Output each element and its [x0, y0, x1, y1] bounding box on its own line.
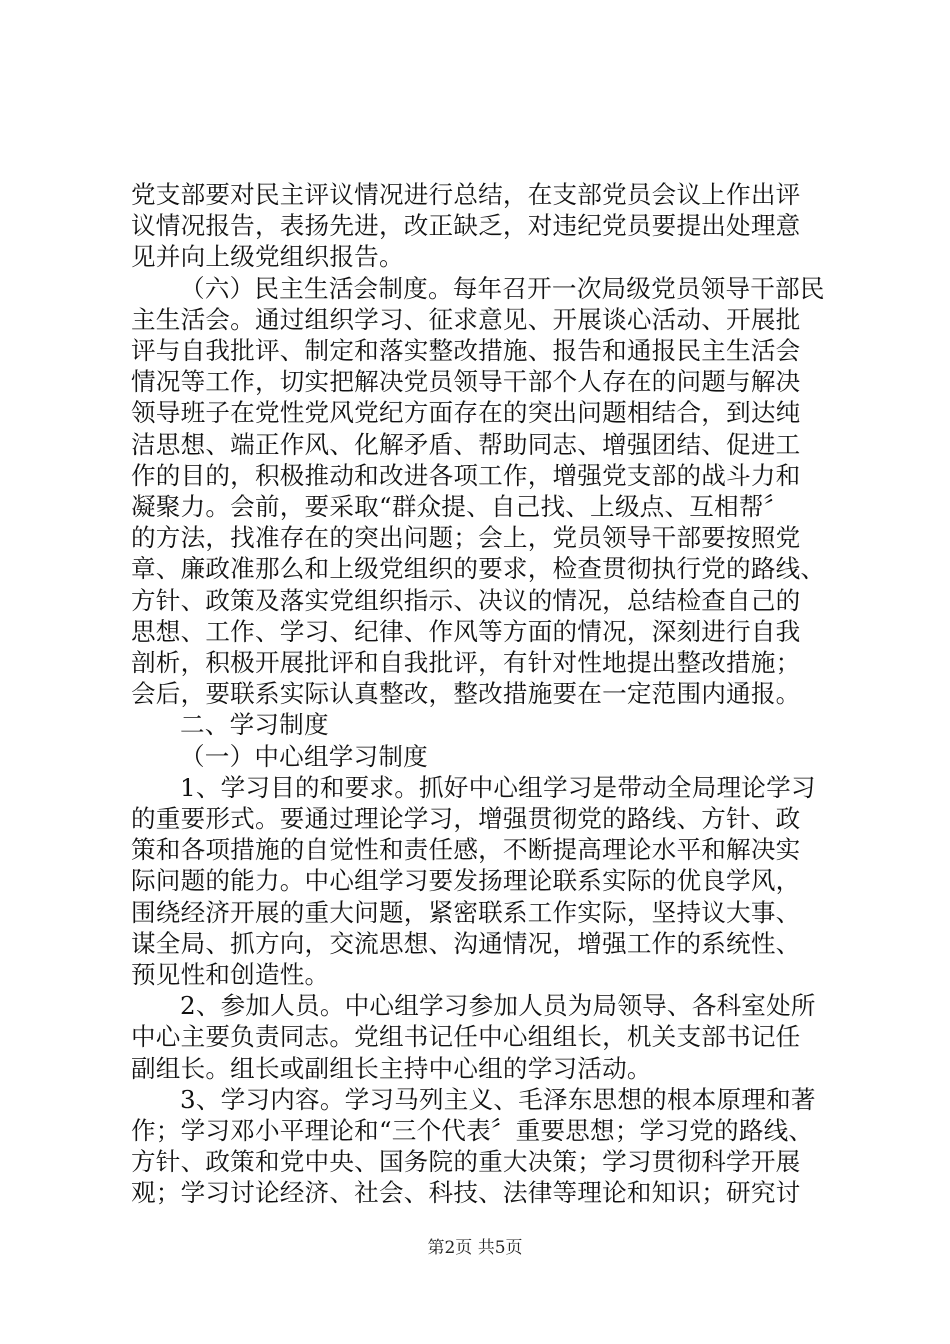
- text-line: 策和各项措施的自觉性和责任感，不断提高理论水平和解决实: [131, 835, 801, 865]
- text-line: 的重要形式。要通过理论学习，增强贯彻党的路线、方针、政: [131, 804, 801, 833]
- text-line: 方针、政策及落实党组织指示、决议的情况，总结检查自己的: [131, 585, 801, 615]
- text-line: 2、参加人员。中心组学习参加人员为局领导、各科室处所: [180, 991, 816, 1021]
- text-line: 方针、政策和党中央、国务院的重大决策；学习贯彻科学开展: [131, 1147, 801, 1177]
- text-line: 评与自我批评、制定和落实整改措施、报告和通报民主生活会: [131, 336, 801, 365]
- text-line: 的方法，找准存在的突出问题；会上，党员领导干部要按照党: [131, 523, 801, 553]
- text-line: 议情况报告，表扬先进，改正缺乏，对违纪党员要提出处理意: [131, 211, 801, 241]
- text-line: 副组长。组长或副组长主持中心组的学习活动。: [131, 1053, 652, 1083]
- text-line: 作的目的，积极推动和改进各项工作，增强党支部的战斗力和: [131, 460, 801, 490]
- text-line: 党支部要对民主评议情况进行总结，在支部党员会议上作出评: [131, 180, 801, 209]
- text-line: 围绕经济开展的重大问题，紧密联系工作实际，坚持议大事、: [131, 897, 801, 927]
- text-line: 观；学习讨论经济、社会、科技、法律等理论和知识；研究讨: [131, 1178, 801, 1208]
- text-line: 中心主要负责同志。党组书记任中心组组长，机关支部书记任: [131, 1022, 801, 1052]
- text-line: 预见性和创造性。: [131, 960, 330, 989]
- text-line: 3、学习内容。学习马列主义、毛泽东思想的根本原理和著: [180, 1084, 816, 1114]
- text-line: 谋全局、抓方向，交流思想、沟通情况，增强工作的系统性、: [131, 928, 801, 958]
- text-line: 洁思想、端正作风、化解矛盾、帮助同志、增强团结、促进工: [131, 429, 801, 459]
- text-line: 情况等工作，切实把解决党员领导干部个人存在的问题与解决: [131, 367, 801, 397]
- text-line: （六）民主生活会制度。每年召开一次局级党员领导干部民: [180, 273, 825, 303]
- section-heading: 二、学习制度: [180, 710, 329, 740]
- text-line: 见并向上级党组织报告。: [131, 242, 404, 272]
- text-line: 领导班子在党性党风党纪方面存在的突出问题相结合，到达纯: [131, 398, 801, 428]
- subsection-heading: （一）中心组学习制度: [180, 741, 428, 771]
- text-line: 会后，要联系实际认真整改，整改措施要在一定范围内通报。: [131, 679, 801, 709]
- text-line: 际问题的能力。中心组学习要发扬理论联系实际的优良学风，: [131, 866, 801, 896]
- text-line: 章、廉政准那么和上级党组织的要求，检查贯彻执行党的路线、: [131, 554, 826, 584]
- text-line: 凝聚力。会前，要采取“群众提、自己找、上级点、互相帮〞: [131, 492, 789, 521]
- text-line: 作；学习邓小平理论和“三个代表〞重要思想；学习党的路线、: [131, 1116, 814, 1145]
- page-footer: 第2页 共5页: [427, 1238, 523, 1258]
- text-line: 剖析，积极开展批评和自我批评，有针对性地提出整改措施；: [131, 648, 801, 677]
- text-line: 主生活会。通过组织学习、征求意见、开展谈心活动、开展批: [131, 304, 801, 334]
- text-line: 1、学习目的和要求。抓好中心组学习是带动全局理论学习: [180, 772, 816, 802]
- text-line: 思想、工作、学习、纪律、作风等方面的情况，深刻进行自我: [131, 616, 801, 646]
